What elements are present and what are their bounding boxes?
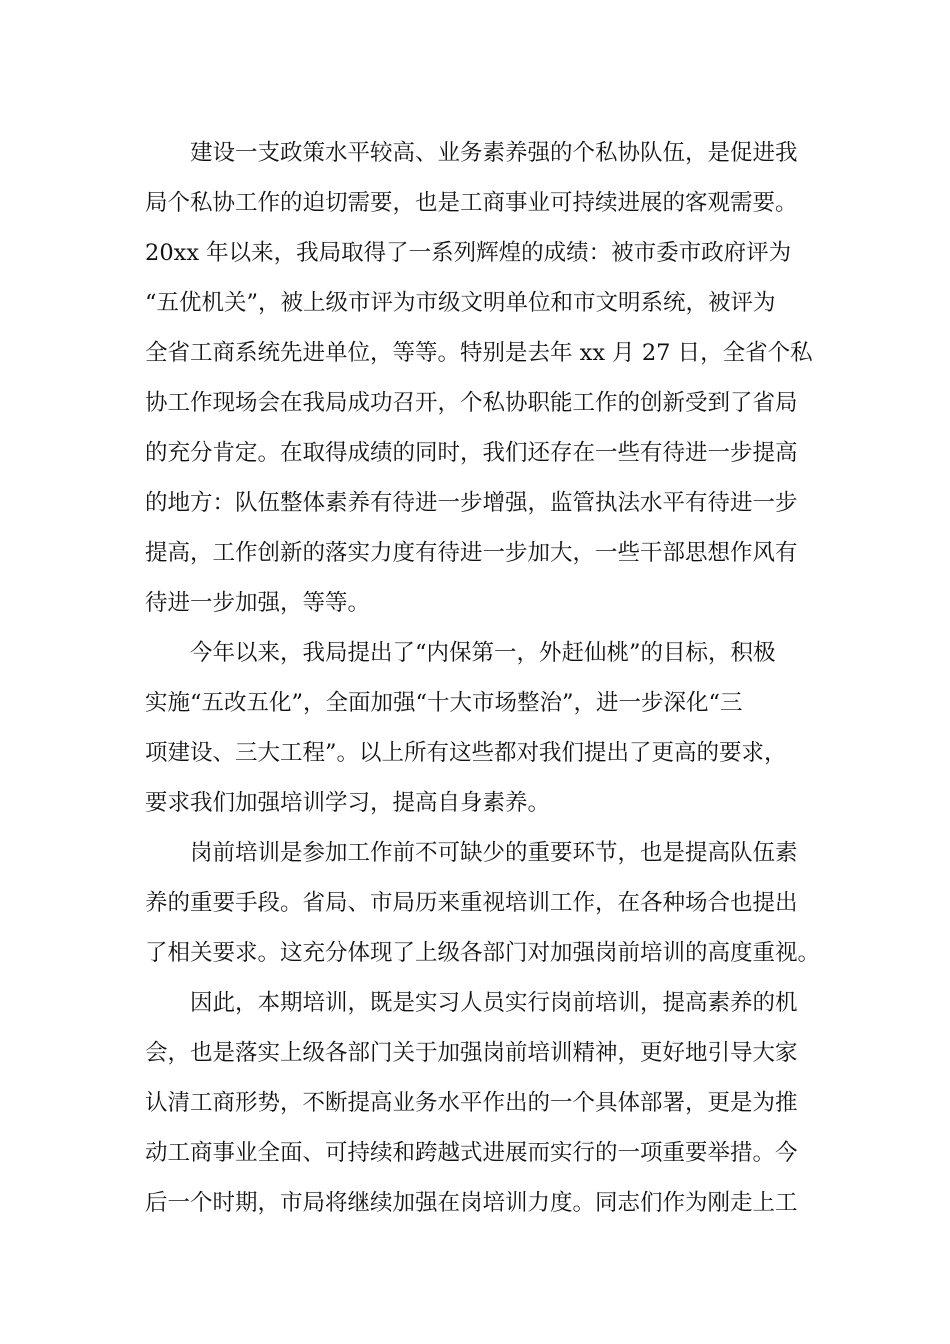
text-line: 实施“五改五化”，全面加强“十大市场整治”，进一步深化“三 bbox=[145, 690, 743, 716]
text-line: 建设一支政策水平较高、业务素养强的个私协队伍，是促进我 bbox=[190, 140, 798, 166]
text-line: 认清工商形势，不断提高业务水平作出的一个具体部署，更是为推 bbox=[145, 1090, 798, 1116]
text-line: 项建设、三大工程”。以上所有这些都对我们提出了更高的要求， bbox=[145, 740, 787, 766]
text-line: 动工商事业全面、可持续和跨越式进展而实行的一项重要举措。今 bbox=[145, 1140, 798, 1166]
text-line: 要求我们加强培训学习，提高自身素养。 bbox=[145, 790, 551, 816]
text-line: 协工作现场会在我局成功召开，个私协职能工作的创新受到了省局 bbox=[145, 390, 798, 416]
text-line: 的充分肯定。在取得成绩的同时，我们还存在一些有待进一步提高 bbox=[145, 440, 798, 466]
text-line: 局个私协工作的迫切需要，也是工商事业可持续进展的客观需要。 bbox=[145, 190, 798, 216]
text-line: 待进一步加强，等等。 bbox=[145, 590, 371, 616]
text-line: “五优机关”，被上级市评为市级文明单位和市文明系统，被评为 bbox=[145, 290, 776, 316]
text-line: 全省工商系统先进单位，等等。特别是去年 xx 月 27 日，全省个私 bbox=[145, 340, 813, 366]
text-line: 的地方：队伍整体素养有待进一步增强，监管执法水平有待进一步 bbox=[145, 490, 798, 516]
text-line: 提高，工作创新的落实力度有待进一步加大，一些干部思想作风有 bbox=[145, 540, 798, 566]
document-body bbox=[145, 128, 825, 1228]
text-line: 20xx 年以来，我局取得了一系列辉煌的成绩：被市委市政府评为 bbox=[145, 240, 792, 266]
text-line: 今年以来，我局提出了“内保第一，外赶仙桃”的目标，积极 bbox=[190, 640, 776, 666]
text-line: 养的重要手段。省局、市局历来重视培训工作，在各种场合也提出 bbox=[145, 890, 798, 916]
text-line: 岗前培训是参加工作前不可缺少的重要环节，也是提高队伍素 bbox=[190, 840, 798, 866]
text-line: 后一个时期，市局将继续加强在岗培训力度。同志们作为刚走上工 bbox=[145, 1190, 798, 1216]
text-line: 因此，本期培训，既是实习人员实行岗前培训，提高素养的机 bbox=[190, 990, 798, 1016]
text-line: 了相关要求。这充分体现了上级各部门对加强岗前培训的高度重视。 bbox=[145, 940, 821, 966]
text-line: 会，也是落实上级各部门关于加强岗前培训精神，更好地引导大家 bbox=[145, 1040, 798, 1066]
